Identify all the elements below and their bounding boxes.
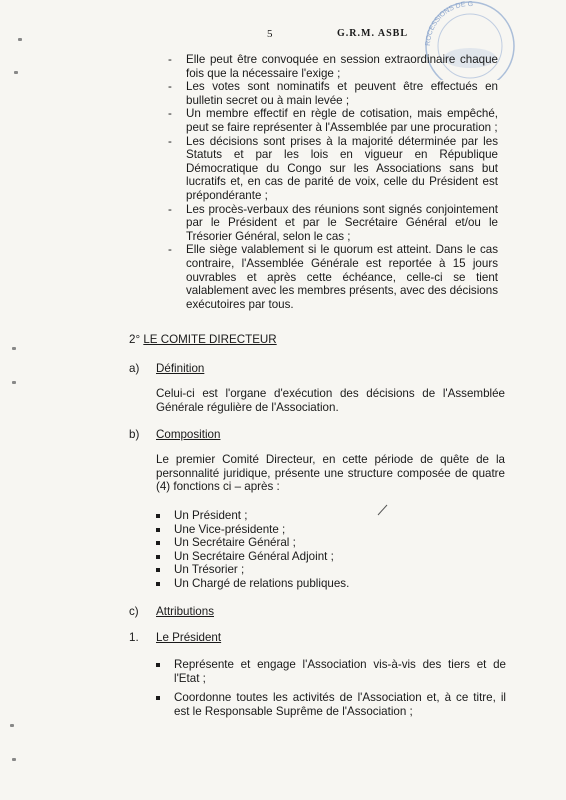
section-prefix: 2°	[129, 333, 141, 346]
definition-heading: Définition	[156, 362, 205, 375]
president-duties-list	[156, 658, 506, 718]
definition-text: Celui-ci est l'organe d'exécution des décisions de l'Assemblée Générale régulière de l'Association.	[156, 387, 505, 414]
list-item: Un Secrétaire Général ;	[156, 536, 506, 550]
scan-mark	[12, 381, 16, 384]
list-item: - Les votes sont nominatifs et peuvent être effectués en bulletin secret ou à main levée ;	[168, 80, 498, 107]
scan-mark	[12, 347, 16, 350]
scan-mark	[18, 38, 22, 41]
organization-name: G.R.M. ASBL	[337, 28, 409, 39]
assembly-rules-list	[168, 53, 498, 311]
scan-mark	[12, 758, 16, 761]
attributions-heading: Attributions	[156, 605, 214, 618]
list-item: Une Vice-présidente ;	[156, 523, 506, 537]
composition-text: Le premier Comité Directeur, en cette période de quête de la personnalité juridique, présente une structure composée de quatre (4) fonctions ci – après :	[156, 453, 505, 494]
list-item: Coordonne toutes les activités de l'Association et, à ce titre, il est le Responsable Suprême de l'Association ;	[156, 691, 506, 718]
definition-marker: a)	[129, 362, 140, 375]
list-item: Un Secrétaire Général Adjoint ;	[156, 550, 506, 564]
page-number: 5	[267, 28, 273, 40]
section-title: LE COMITE DIRECTEUR	[143, 333, 277, 346]
president-marker: 1.	[129, 631, 139, 644]
composition-marker: b)	[129, 428, 140, 441]
svg-text:ROCESSIONS DE G	[425, 1, 473, 46]
list-item: Un Président ;	[156, 509, 506, 523]
list-item: Un Trésorier ;	[156, 563, 506, 577]
list-item: - Les procès-verbaux des réunions sont signés conjointement par le Président et par le Secrétaire Général et/ou le Trésorier Général, selon le cas ;	[168, 202, 498, 243]
functions-list	[156, 509, 506, 591]
stamp-text: ROCESSIONS DE G	[424, 0, 474, 47]
list-item: - Un membre effectif en règle de cotisation, mais empêché, peut se faire représenter à l'Assemblée par une procuration ;	[168, 107, 498, 134]
scan-mark	[10, 724, 14, 727]
list-item: - Elle siège valablement si le quorum est atteint. Dans le cas contraire, l'Assemblée Générale est reportée à 15 jours ouvrables et après cette échéance, celle-ci se tient valablement avec les membres présents, avec des décisions exécutoires par tous.	[168, 243, 498, 311]
president-heading: Le Président	[156, 631, 222, 644]
section-heading	[129, 333, 277, 347]
list-item: Représente et engage l'Association vis-à-vis des tiers et de l'Etat ;	[156, 658, 506, 685]
composition-heading: Composition	[156, 428, 221, 441]
list-item: - Les décisions sont prises à la majorité déterminée par les Statuts et par les lois en vigueur en République Démocratique du Congo sur les Associations sans but lucratifs et, en cas de parité de voix, celle du Président est prépondérante ;	[168, 134, 498, 202]
list-item: Un Chargé de relations publiques.	[156, 577, 506, 591]
pen-stroke-mark	[376, 503, 390, 517]
attributions-marker: c)	[129, 605, 139, 618]
list-item: - Elle peut être convoquée en session extraordinaire chaque fois que la nécessaire l'exige ;	[168, 53, 498, 80]
scan-mark	[14, 71, 18, 74]
